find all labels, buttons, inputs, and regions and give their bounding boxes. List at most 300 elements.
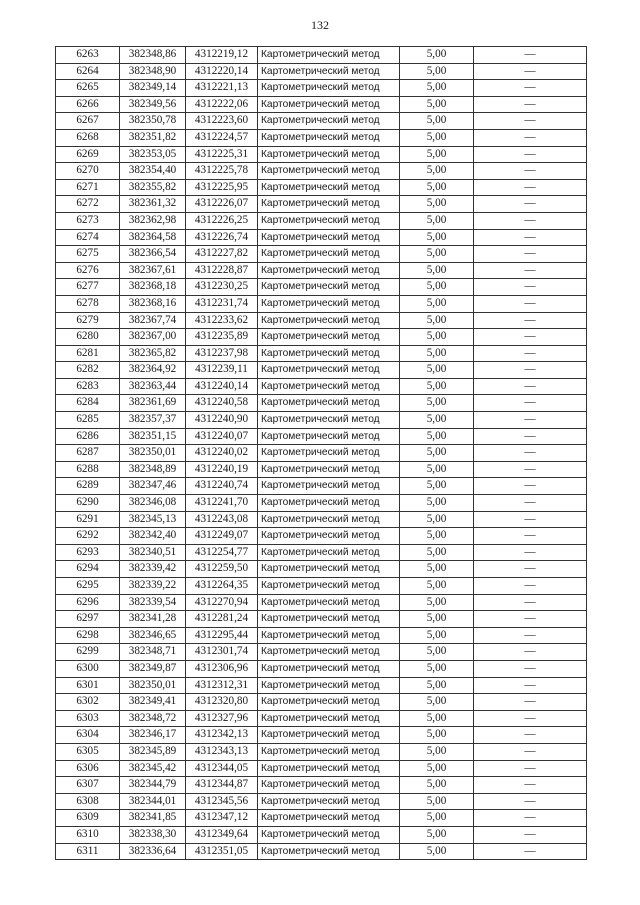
note-cell: — bbox=[474, 96, 587, 113]
table-row bbox=[56, 677, 587, 694]
y-coordinate-cell: 4312240,90 bbox=[186, 412, 258, 429]
method-cell: Картометрический метод bbox=[258, 129, 400, 146]
y-coordinate-cell: 4312240,14 bbox=[186, 378, 258, 395]
x-coordinate-cell: 382348,71 bbox=[120, 644, 186, 661]
accuracy-cell: 5,00 bbox=[400, 511, 474, 528]
method-cell: Картометрический метод bbox=[258, 777, 400, 794]
x-coordinate-cell: 382357,37 bbox=[120, 412, 186, 429]
point-number-cell: 6273 bbox=[56, 212, 120, 229]
note-cell: — bbox=[474, 843, 587, 860]
note-cell: — bbox=[474, 196, 587, 213]
table-row bbox=[56, 843, 587, 860]
y-coordinate-cell: 4312343,13 bbox=[186, 743, 258, 760]
point-number-cell: 6280 bbox=[56, 329, 120, 346]
table-row bbox=[56, 826, 587, 843]
method-cell: Картометрический метод bbox=[258, 627, 400, 644]
note-cell: — bbox=[474, 362, 587, 379]
accuracy-cell: 5,00 bbox=[400, 611, 474, 628]
method-cell: Картометрический метод bbox=[258, 594, 400, 611]
accuracy-cell: 5,00 bbox=[400, 578, 474, 595]
note-cell: — bbox=[474, 511, 587, 528]
note-cell: — bbox=[474, 561, 587, 578]
table-row bbox=[56, 96, 587, 113]
y-coordinate-cell: 4312231,74 bbox=[186, 295, 258, 312]
y-coordinate-cell: 4312237,98 bbox=[186, 345, 258, 362]
table-row bbox=[56, 660, 587, 677]
x-coordinate-cell: 382350,78 bbox=[120, 113, 186, 130]
y-coordinate-cell: 4312312,31 bbox=[186, 677, 258, 694]
y-coordinate-cell: 4312230,25 bbox=[186, 279, 258, 296]
x-coordinate-cell: 382367,61 bbox=[120, 262, 186, 279]
table-row bbox=[56, 345, 587, 362]
y-coordinate-cell: 4312295,44 bbox=[186, 627, 258, 644]
table-row bbox=[56, 329, 587, 346]
note-cell: — bbox=[474, 113, 587, 130]
point-number-cell: 6295 bbox=[56, 578, 120, 595]
method-cell: Картометрический метод bbox=[258, 262, 400, 279]
y-coordinate-cell: 4312228,87 bbox=[186, 262, 258, 279]
table-row bbox=[56, 694, 587, 711]
point-number-cell: 6281 bbox=[56, 345, 120, 362]
method-cell: Картометрический метод bbox=[258, 246, 400, 263]
accuracy-cell: 5,00 bbox=[400, 528, 474, 545]
method-cell: Картометрический метод bbox=[258, 760, 400, 777]
y-coordinate-cell: 4312344,87 bbox=[186, 777, 258, 794]
table-row bbox=[56, 362, 587, 379]
point-number-cell: 6270 bbox=[56, 163, 120, 180]
accuracy-cell: 5,00 bbox=[400, 129, 474, 146]
y-coordinate-cell: 4312243,08 bbox=[186, 511, 258, 528]
note-cell: — bbox=[474, 229, 587, 246]
accuracy-cell: 5,00 bbox=[400, 710, 474, 727]
point-number-cell: 6290 bbox=[56, 495, 120, 512]
y-coordinate-cell: 4312220,14 bbox=[186, 63, 258, 80]
x-coordinate-cell: 382350,01 bbox=[120, 445, 186, 462]
table-row bbox=[56, 594, 587, 611]
coordinates-table-body bbox=[56, 47, 587, 860]
accuracy-cell: 5,00 bbox=[400, 777, 474, 794]
note-cell: — bbox=[474, 395, 587, 412]
x-coordinate-cell: 382362,98 bbox=[120, 212, 186, 229]
point-number-cell: 6304 bbox=[56, 727, 120, 744]
accuracy-cell: 5,00 bbox=[400, 312, 474, 329]
table-row bbox=[56, 760, 587, 777]
y-coordinate-cell: 4312254,77 bbox=[186, 544, 258, 561]
y-coordinate-cell: 4312345,56 bbox=[186, 793, 258, 810]
x-coordinate-cell: 382339,22 bbox=[120, 578, 186, 595]
accuracy-cell: 5,00 bbox=[400, 461, 474, 478]
table-row bbox=[56, 478, 587, 495]
accuracy-cell: 5,00 bbox=[400, 113, 474, 130]
x-coordinate-cell: 382349,56 bbox=[120, 96, 186, 113]
method-cell: Картометрический метод bbox=[258, 329, 400, 346]
x-coordinate-cell: 382353,05 bbox=[120, 146, 186, 163]
coordinates-table bbox=[55, 46, 587, 860]
point-number-cell: 6263 bbox=[56, 47, 120, 64]
note-cell: — bbox=[474, 63, 587, 80]
accuracy-cell: 5,00 bbox=[400, 727, 474, 744]
x-coordinate-cell: 382364,58 bbox=[120, 229, 186, 246]
note-cell: — bbox=[474, 428, 587, 445]
point-number-cell: 6274 bbox=[56, 229, 120, 246]
point-number-cell: 6308 bbox=[56, 793, 120, 810]
accuracy-cell: 5,00 bbox=[400, 196, 474, 213]
y-coordinate-cell: 4312226,25 bbox=[186, 212, 258, 229]
y-coordinate-cell: 4312264,35 bbox=[186, 578, 258, 595]
note-cell: — bbox=[474, 810, 587, 827]
point-number-cell: 6276 bbox=[56, 262, 120, 279]
x-coordinate-cell: 382365,82 bbox=[120, 345, 186, 362]
y-coordinate-cell: 4312226,74 bbox=[186, 229, 258, 246]
point-number-cell: 6269 bbox=[56, 146, 120, 163]
point-number-cell: 6266 bbox=[56, 96, 120, 113]
y-coordinate-cell: 4312306,96 bbox=[186, 660, 258, 677]
table-row bbox=[56, 743, 587, 760]
method-cell: Картометрический метод bbox=[258, 810, 400, 827]
method-cell: Картометрический метод bbox=[258, 677, 400, 694]
note-cell: — bbox=[474, 660, 587, 677]
table-row bbox=[56, 262, 587, 279]
accuracy-cell: 5,00 bbox=[400, 478, 474, 495]
x-coordinate-cell: 382349,14 bbox=[120, 80, 186, 97]
method-cell: Картометрический метод bbox=[258, 312, 400, 329]
table-row bbox=[56, 611, 587, 628]
y-coordinate-cell: 4312225,31 bbox=[186, 146, 258, 163]
method-cell: Картометрический метод bbox=[258, 528, 400, 545]
method-cell: Картометрический метод bbox=[258, 727, 400, 744]
note-cell: — bbox=[474, 80, 587, 97]
accuracy-cell: 5,00 bbox=[400, 445, 474, 462]
x-coordinate-cell: 382368,18 bbox=[120, 279, 186, 296]
point-number-cell: 6305 bbox=[56, 743, 120, 760]
table-row bbox=[56, 129, 587, 146]
page-number: 132 bbox=[311, 18, 329, 32]
point-number-cell: 6299 bbox=[56, 644, 120, 661]
note-cell: — bbox=[474, 544, 587, 561]
point-number-cell: 6277 bbox=[56, 279, 120, 296]
table-row bbox=[56, 163, 587, 180]
method-cell: Картометрический метод bbox=[258, 710, 400, 727]
method-cell: Картометрический метод bbox=[258, 412, 400, 429]
x-coordinate-cell: 382351,82 bbox=[120, 129, 186, 146]
note-cell: — bbox=[474, 478, 587, 495]
accuracy-cell: 5,00 bbox=[400, 544, 474, 561]
x-coordinate-cell: 382367,00 bbox=[120, 329, 186, 346]
y-coordinate-cell: 4312225,95 bbox=[186, 179, 258, 196]
table-row bbox=[56, 511, 587, 528]
accuracy-cell: 5,00 bbox=[400, 694, 474, 711]
table-row bbox=[56, 47, 587, 64]
note-cell: — bbox=[474, 212, 587, 229]
point-number-cell: 6309 bbox=[56, 810, 120, 827]
x-coordinate-cell: 382338,30 bbox=[120, 826, 186, 843]
accuracy-cell: 5,00 bbox=[400, 793, 474, 810]
accuracy-cell: 5,00 bbox=[400, 627, 474, 644]
x-coordinate-cell: 382348,89 bbox=[120, 461, 186, 478]
y-coordinate-cell: 4312342,13 bbox=[186, 727, 258, 744]
note-cell: — bbox=[474, 179, 587, 196]
accuracy-cell: 5,00 bbox=[400, 329, 474, 346]
point-number-cell: 6283 bbox=[56, 378, 120, 395]
accuracy-cell: 5,00 bbox=[400, 594, 474, 611]
note-cell: — bbox=[474, 246, 587, 263]
y-coordinate-cell: 4312226,07 bbox=[186, 196, 258, 213]
point-number-cell: 6271 bbox=[56, 179, 120, 196]
x-coordinate-cell: 382341,85 bbox=[120, 810, 186, 827]
y-coordinate-cell: 4312235,89 bbox=[186, 329, 258, 346]
point-number-cell: 6272 bbox=[56, 196, 120, 213]
method-cell: Картометрический метод bbox=[258, 461, 400, 478]
y-coordinate-cell: 4312240,07 bbox=[186, 428, 258, 445]
method-cell: Картометрический метод bbox=[258, 196, 400, 213]
note-cell: — bbox=[474, 163, 587, 180]
accuracy-cell: 5,00 bbox=[400, 561, 474, 578]
accuracy-cell: 5,00 bbox=[400, 80, 474, 97]
note-cell: — bbox=[474, 329, 587, 346]
y-coordinate-cell: 4312224,57 bbox=[186, 129, 258, 146]
accuracy-cell: 5,00 bbox=[400, 279, 474, 296]
table-row bbox=[56, 295, 587, 312]
table-row bbox=[56, 627, 587, 644]
y-coordinate-cell: 4312223,60 bbox=[186, 113, 258, 130]
point-number-cell: 6300 bbox=[56, 660, 120, 677]
y-coordinate-cell: 4312349,64 bbox=[186, 826, 258, 843]
x-coordinate-cell: 382348,72 bbox=[120, 710, 186, 727]
table-row bbox=[56, 495, 587, 512]
method-cell: Картометрический метод bbox=[258, 47, 400, 64]
point-number-cell: 6296 bbox=[56, 594, 120, 611]
note-cell: — bbox=[474, 627, 587, 644]
method-cell: Картометрический метод bbox=[258, 478, 400, 495]
point-number-cell: 6306 bbox=[56, 760, 120, 777]
y-coordinate-cell: 4312240,58 bbox=[186, 395, 258, 412]
x-coordinate-cell: 382345,89 bbox=[120, 743, 186, 760]
y-coordinate-cell: 4312239,11 bbox=[186, 362, 258, 379]
point-number-cell: 6310 bbox=[56, 826, 120, 843]
x-coordinate-cell: 382349,41 bbox=[120, 694, 186, 711]
point-number-cell: 6286 bbox=[56, 428, 120, 445]
method-cell: Картометрический метод bbox=[258, 793, 400, 810]
table-row bbox=[56, 428, 587, 445]
accuracy-cell: 5,00 bbox=[400, 163, 474, 180]
x-coordinate-cell: 382339,42 bbox=[120, 561, 186, 578]
table-row bbox=[56, 461, 587, 478]
table-row bbox=[56, 644, 587, 661]
x-coordinate-cell: 382350,01 bbox=[120, 677, 186, 694]
method-cell: Картометрический метод bbox=[258, 229, 400, 246]
point-number-cell: 6268 bbox=[56, 129, 120, 146]
note-cell: — bbox=[474, 412, 587, 429]
note-cell: — bbox=[474, 528, 587, 545]
note-cell: — bbox=[474, 378, 587, 395]
note-cell: — bbox=[474, 727, 587, 744]
method-cell: Картометрический метод bbox=[258, 428, 400, 445]
note-cell: — bbox=[474, 644, 587, 661]
accuracy-cell: 5,00 bbox=[400, 229, 474, 246]
point-number-cell: 6294 bbox=[56, 561, 120, 578]
table-row bbox=[56, 179, 587, 196]
accuracy-cell: 5,00 bbox=[400, 378, 474, 395]
method-cell: Картометрический метод bbox=[258, 212, 400, 229]
point-number-cell: 6292 bbox=[56, 528, 120, 545]
x-coordinate-cell: 382339,54 bbox=[120, 594, 186, 611]
y-coordinate-cell: 4312270,94 bbox=[186, 594, 258, 611]
x-coordinate-cell: 382367,74 bbox=[120, 312, 186, 329]
y-coordinate-cell: 4312241,70 bbox=[186, 495, 258, 512]
note-cell: — bbox=[474, 777, 587, 794]
accuracy-cell: 5,00 bbox=[400, 760, 474, 777]
method-cell: Картометрический метод bbox=[258, 80, 400, 97]
method-cell: Картометрический метод bbox=[258, 826, 400, 843]
note-cell: — bbox=[474, 295, 587, 312]
y-coordinate-cell: 4312227,82 bbox=[186, 246, 258, 263]
accuracy-cell: 5,00 bbox=[400, 412, 474, 429]
point-number-cell: 6279 bbox=[56, 312, 120, 329]
method-cell: Картометрический метод bbox=[258, 179, 400, 196]
table-row bbox=[56, 80, 587, 97]
accuracy-cell: 5,00 bbox=[400, 295, 474, 312]
accuracy-cell: 5,00 bbox=[400, 677, 474, 694]
note-cell: — bbox=[474, 279, 587, 296]
point-number-cell: 6275 bbox=[56, 246, 120, 263]
accuracy-cell: 5,00 bbox=[400, 644, 474, 661]
x-coordinate-cell: 382349,87 bbox=[120, 660, 186, 677]
table-row bbox=[56, 113, 587, 130]
y-coordinate-cell: 4312347,12 bbox=[186, 810, 258, 827]
point-number-cell: 6289 bbox=[56, 478, 120, 495]
point-number-cell: 6278 bbox=[56, 295, 120, 312]
accuracy-cell: 5,00 bbox=[400, 743, 474, 760]
point-number-cell: 6302 bbox=[56, 694, 120, 711]
point-number-cell: 6297 bbox=[56, 611, 120, 628]
method-cell: Картометрический метод bbox=[258, 113, 400, 130]
accuracy-cell: 5,00 bbox=[400, 96, 474, 113]
point-number-cell: 6264 bbox=[56, 63, 120, 80]
x-coordinate-cell: 382341,28 bbox=[120, 611, 186, 628]
method-cell: Картометрический метод bbox=[258, 295, 400, 312]
accuracy-cell: 5,00 bbox=[400, 362, 474, 379]
accuracy-cell: 5,00 bbox=[400, 843, 474, 860]
x-coordinate-cell: 382344,79 bbox=[120, 777, 186, 794]
point-number-cell: 6298 bbox=[56, 627, 120, 644]
accuracy-cell: 5,00 bbox=[400, 495, 474, 512]
x-coordinate-cell: 382364,92 bbox=[120, 362, 186, 379]
point-number-cell: 6311 bbox=[56, 843, 120, 860]
table-row bbox=[56, 412, 587, 429]
point-number-cell: 6303 bbox=[56, 710, 120, 727]
method-cell: Картометрический метод bbox=[258, 694, 400, 711]
note-cell: — bbox=[474, 743, 587, 760]
accuracy-cell: 5,00 bbox=[400, 395, 474, 412]
note-cell: — bbox=[474, 793, 587, 810]
point-number-cell: 6267 bbox=[56, 113, 120, 130]
method-cell: Картометрический метод bbox=[258, 561, 400, 578]
table-row bbox=[56, 229, 587, 246]
table-row bbox=[56, 528, 587, 545]
y-coordinate-cell: 4312221,13 bbox=[186, 80, 258, 97]
x-coordinate-cell: 382345,13 bbox=[120, 511, 186, 528]
accuracy-cell: 5,00 bbox=[400, 428, 474, 445]
method-cell: Картометрический метод bbox=[258, 843, 400, 860]
table-row bbox=[56, 445, 587, 462]
point-number-cell: 6288 bbox=[56, 461, 120, 478]
point-number-cell: 6285 bbox=[56, 412, 120, 429]
table-row bbox=[56, 63, 587, 80]
x-coordinate-cell: 382345,42 bbox=[120, 760, 186, 777]
y-coordinate-cell: 4312281,24 bbox=[186, 611, 258, 628]
method-cell: Картометрический метод bbox=[258, 279, 400, 296]
y-coordinate-cell: 4312225,78 bbox=[186, 163, 258, 180]
point-number-cell: 6284 bbox=[56, 395, 120, 412]
x-coordinate-cell: 382336,64 bbox=[120, 843, 186, 860]
y-coordinate-cell: 4312240,74 bbox=[186, 478, 258, 495]
table-row bbox=[56, 544, 587, 561]
y-coordinate-cell: 4312240,02 bbox=[186, 445, 258, 462]
point-number-cell: 6287 bbox=[56, 445, 120, 462]
note-cell: — bbox=[474, 677, 587, 694]
table-row bbox=[56, 246, 587, 263]
table-row bbox=[56, 212, 587, 229]
note-cell: — bbox=[474, 262, 587, 279]
note-cell: — bbox=[474, 495, 587, 512]
x-coordinate-cell: 382348,90 bbox=[120, 63, 186, 80]
accuracy-cell: 5,00 bbox=[400, 345, 474, 362]
table-row bbox=[56, 146, 587, 163]
note-cell: — bbox=[474, 146, 587, 163]
x-coordinate-cell: 382346,65 bbox=[120, 627, 186, 644]
accuracy-cell: 5,00 bbox=[400, 47, 474, 64]
x-coordinate-cell: 382351,15 bbox=[120, 428, 186, 445]
accuracy-cell: 5,00 bbox=[400, 246, 474, 263]
accuracy-cell: 5,00 bbox=[400, 146, 474, 163]
x-coordinate-cell: 382363,44 bbox=[120, 378, 186, 395]
table-row bbox=[56, 793, 587, 810]
x-coordinate-cell: 382340,51 bbox=[120, 544, 186, 561]
method-cell: Картометрический метод bbox=[258, 578, 400, 595]
x-coordinate-cell: 382348,86 bbox=[120, 47, 186, 64]
accuracy-cell: 5,00 bbox=[400, 179, 474, 196]
note-cell: — bbox=[474, 594, 587, 611]
x-coordinate-cell: 382354,40 bbox=[120, 163, 186, 180]
x-coordinate-cell: 382361,32 bbox=[120, 196, 186, 213]
y-coordinate-cell: 4312327,96 bbox=[186, 710, 258, 727]
point-number-cell: 6293 bbox=[56, 544, 120, 561]
y-coordinate-cell: 4312351,05 bbox=[186, 843, 258, 860]
method-cell: Картометрический метод bbox=[258, 544, 400, 561]
note-cell: — bbox=[474, 826, 587, 843]
y-coordinate-cell: 4312240,19 bbox=[186, 461, 258, 478]
method-cell: Картометрический метод bbox=[258, 96, 400, 113]
accuracy-cell: 5,00 bbox=[400, 810, 474, 827]
method-cell: Картометрический метод bbox=[258, 395, 400, 412]
method-cell: Картометрический метод bbox=[258, 345, 400, 362]
method-cell: Картометрический метод bbox=[258, 743, 400, 760]
table-row bbox=[56, 378, 587, 395]
method-cell: Картометрический метод bbox=[258, 445, 400, 462]
accuracy-cell: 5,00 bbox=[400, 63, 474, 80]
method-cell: Картометрический метод bbox=[258, 378, 400, 395]
y-coordinate-cell: 4312233,62 bbox=[186, 312, 258, 329]
note-cell: — bbox=[474, 760, 587, 777]
method-cell: Картометрический метод bbox=[258, 644, 400, 661]
x-coordinate-cell: 382342,40 bbox=[120, 528, 186, 545]
y-coordinate-cell: 4312249,07 bbox=[186, 528, 258, 545]
x-coordinate-cell: 382366,54 bbox=[120, 246, 186, 263]
method-cell: Картометрический метод bbox=[258, 660, 400, 677]
table-row bbox=[56, 578, 587, 595]
note-cell: — bbox=[474, 129, 587, 146]
y-coordinate-cell: 4312320,80 bbox=[186, 694, 258, 711]
